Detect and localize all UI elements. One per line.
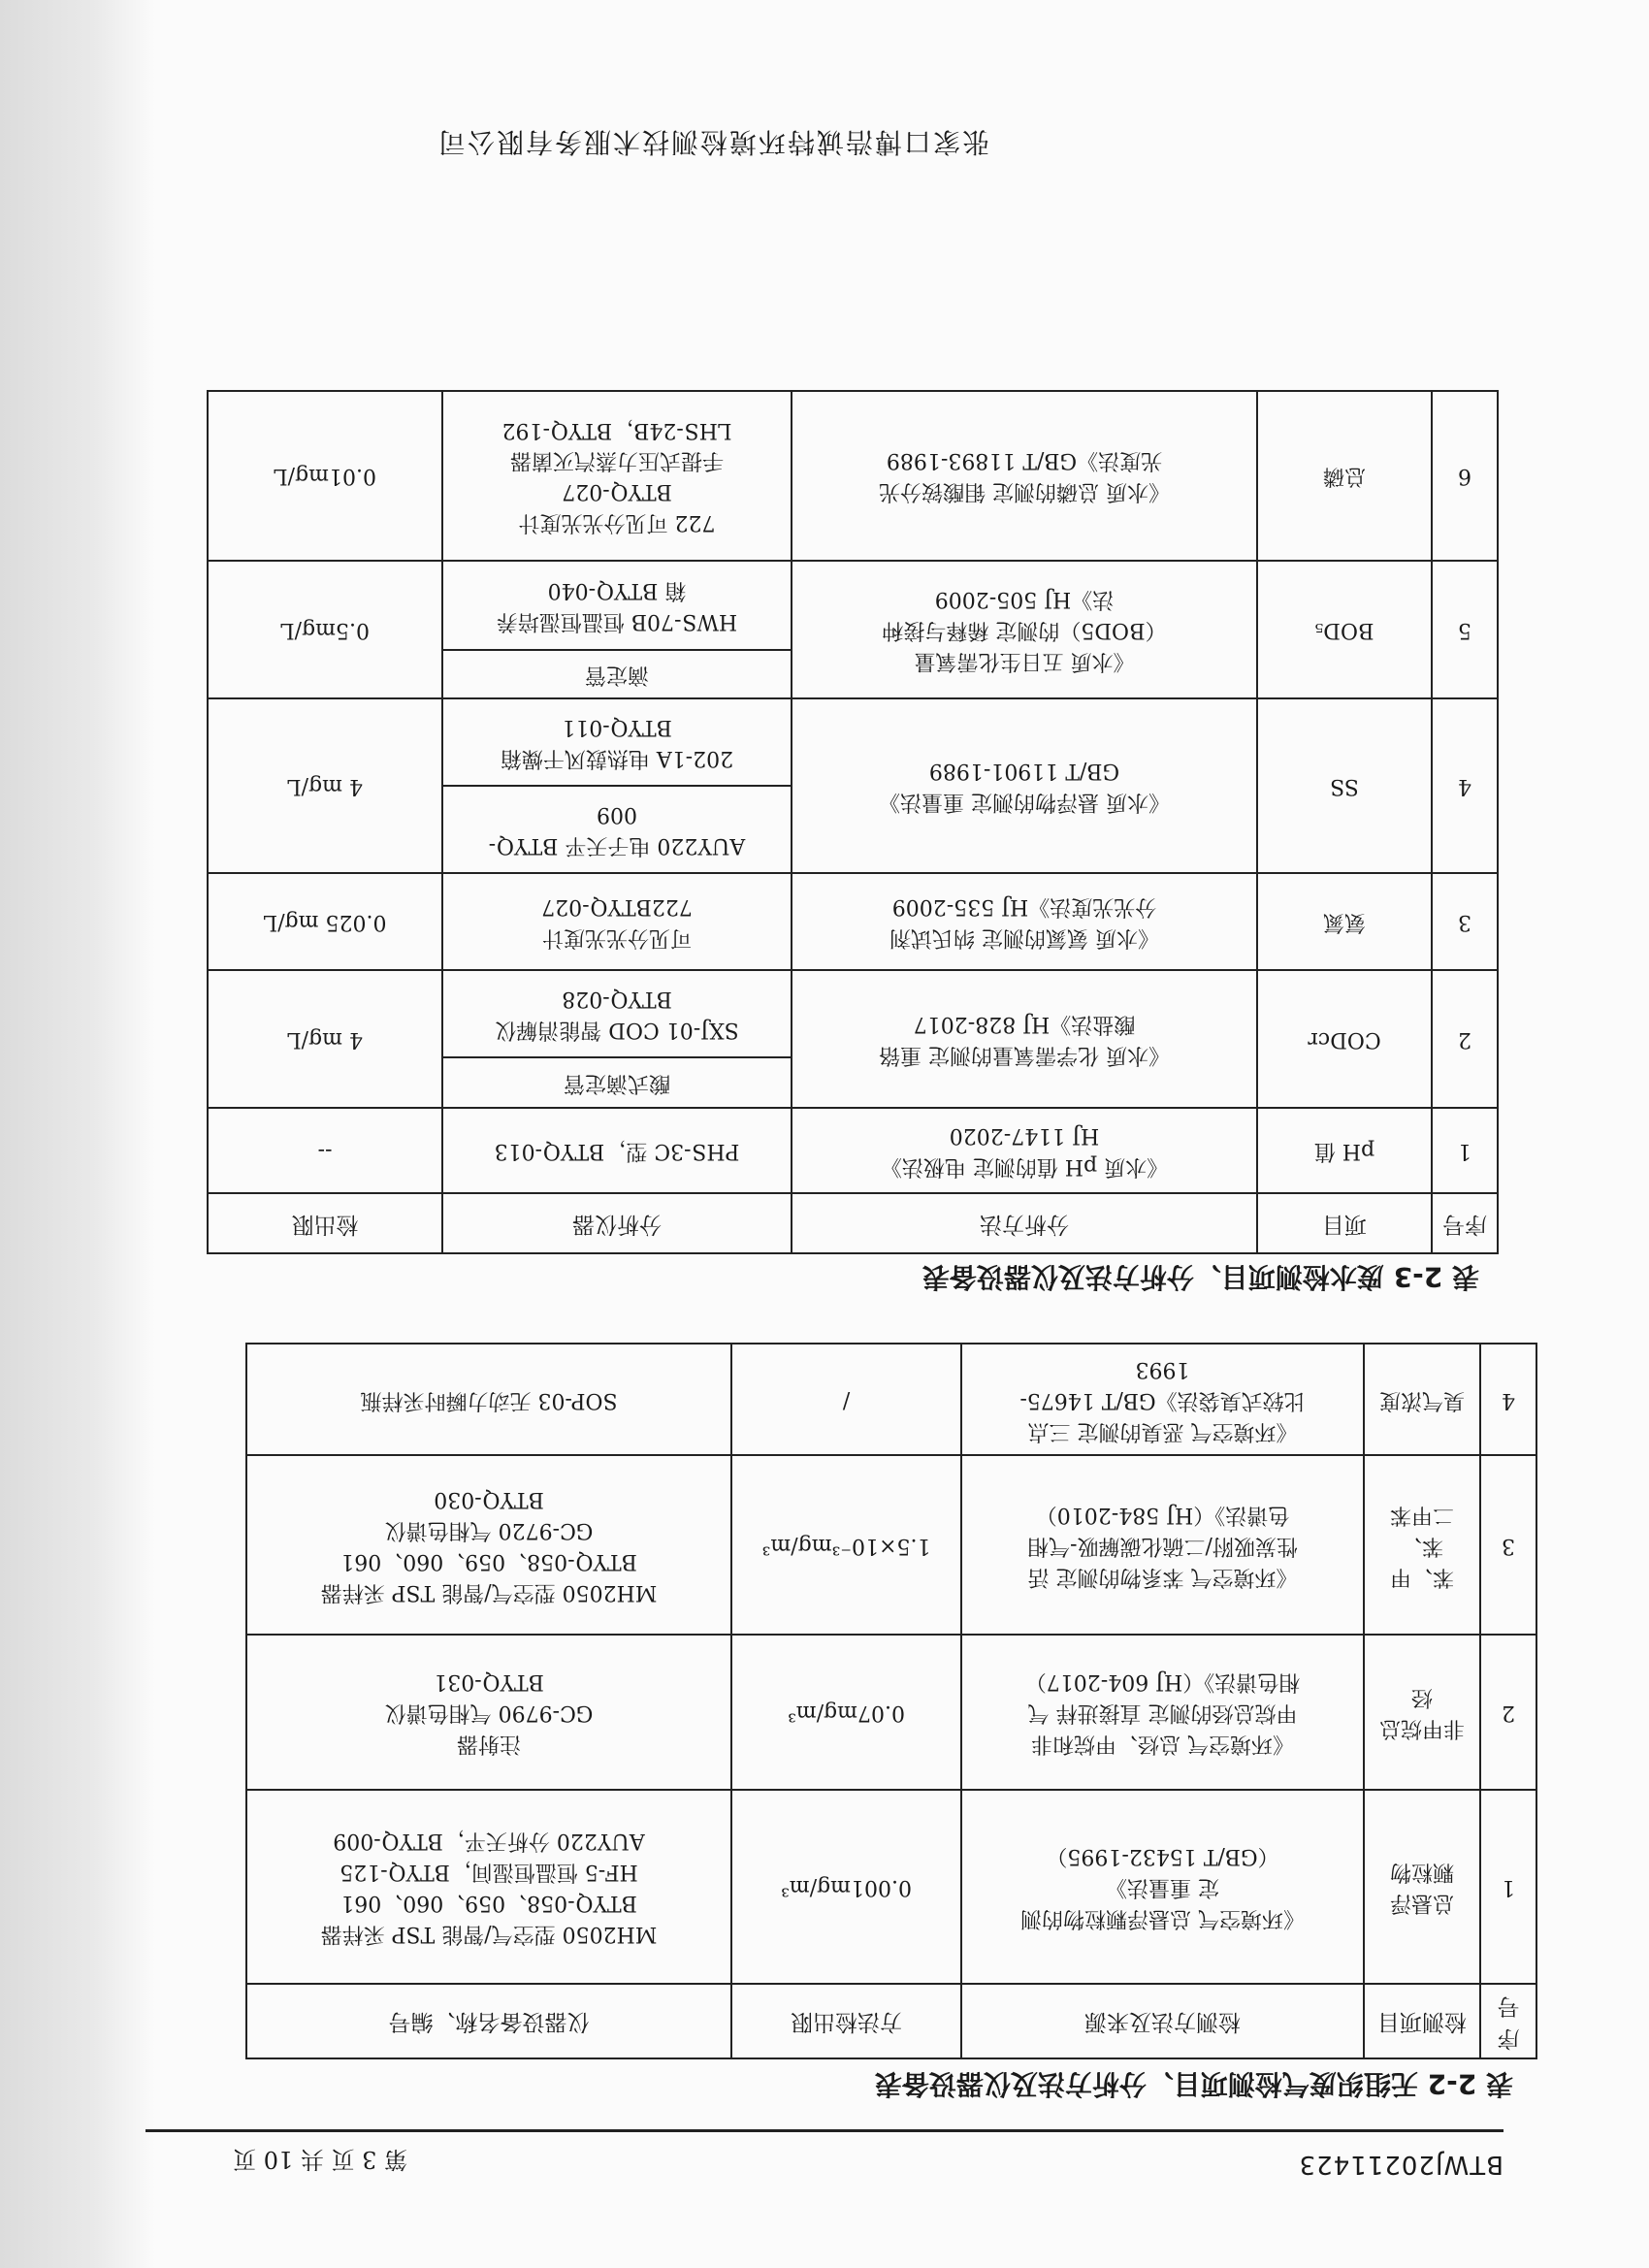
column-header: 检出限 — [208, 1193, 442, 1253]
column-header: 分析仪器 — [442, 1193, 792, 1253]
column-header: 方法检出限 — [731, 1984, 961, 2058]
header-rule — [146, 2129, 1504, 2132]
cell-method: 《水质 五日生化需氧量 （BOD5）的测定 稀释与接种 法》HJ 505-2009 — [792, 561, 1257, 698]
cell-method: 《环境空气 恶臭的测定 三点 比较式臭袋法》GB/T 14675- 1993 — [961, 1344, 1364, 1455]
cell-no: 4 — [1480, 1344, 1536, 1455]
cell-limit: / — [731, 1344, 961, 1455]
cell-no: 5 — [1432, 561, 1498, 698]
cell-limit: 0.025 mg/L — [208, 873, 442, 970]
table-2-2-title: 表 2-2 无组织废气检测项目、分析方法及仪器设备表 — [874, 2068, 1513, 2100]
table-row — [208, 1057, 1498, 1108]
cell-limit: -- — [208, 1108, 442, 1193]
cell-limit: 0.001mg/m³ — [731, 1790, 961, 1984]
cell-item: 氨氮 — [1257, 873, 1432, 970]
table-row — [208, 391, 1498, 561]
page-info: 第 3 页 共 10 页 — [233, 2146, 407, 2173]
cell-limit: 0.01mg/L — [208, 391, 442, 561]
cell-no: 3 — [1480, 1455, 1536, 1635]
cell-method: 《水质 氨氮的测定 纳氏试剂 分光光度法》HJ 535-2009 — [792, 873, 1257, 970]
cell-instrument: 可见分光光度计 722BTYQ-027 — [442, 873, 792, 970]
cell-instrument: 722 可见分光光度计 BTYQ-027 手提式压力蒸汽灭菌器 LHS-24B，BTYQ-192 — [442, 391, 792, 561]
column-header: 检测方法及来源 — [961, 1984, 1364, 2058]
table-2-2-header-row — [246, 1984, 1536, 2058]
cell-item: 总悬浮 颗粒物 — [1364, 1790, 1480, 1984]
cell-no: 3 — [1432, 873, 1498, 970]
cell-item: SS — [1257, 698, 1432, 873]
scan-edge-shadow — [0, 0, 155, 2268]
column-header: 序号 — [1480, 1984, 1536, 2058]
cell-item: 总磷 — [1257, 391, 1432, 561]
cell-method: 《水质 悬浮物的测定 重量法》 GB/T 11901-1989 — [792, 698, 1257, 873]
table-row — [208, 873, 1498, 970]
cell-instrument: MH2050 型空气/智能 TSP 采样器 BTYQ-058、059、060、061 HF-5 恒温恒湿间，BTYQ-125 AUY220 分析天平，BTYQ-009 — [246, 1790, 731, 1984]
table-row — [246, 1455, 1536, 1635]
cell-instrument: SXJ-01 COD 智能消解仪 BTYQ-028 — [442, 970, 792, 1057]
cell-limit: 4 mg/L — [208, 698, 442, 873]
cell-instrument: 注射器 GC-9790 气相色谱仪 BTYQ-031 — [246, 1635, 731, 1790]
cell-method: 《环境空气 苯系物的测定 活 性炭吸附/二硫化碳解吸-气相 色谱法》（HJ 584-2010） — [961, 1455, 1364, 1635]
cell-instrument: HWS-70B 恒温恒湿培养 箱 BTYQ-040 — [442, 561, 792, 650]
column-header: 序号 — [1432, 1193, 1498, 1253]
cell-instrument: 酸式滴定管 — [442, 1057, 792, 1108]
cell-instrument: 滴定管 — [442, 650, 792, 698]
table-2-3-header-row — [208, 1193, 1498, 1253]
cell-method: 《环境空气 总悬浮颗粒物的测 定 重量法》 （GB/T 15432-1995） — [961, 1790, 1364, 1984]
cell-item: pH 值 — [1257, 1108, 1432, 1193]
cell-instrument: MH2050 型空气/智能 TSP 采样器 BTYQ-058、059、060、061 GC-9720 气相色谱仪 BTYQ-030 — [246, 1455, 731, 1635]
column-header: 分析方法 — [792, 1193, 1257, 1253]
cell-no: 6 — [1432, 391, 1498, 561]
cell-method: 《水质 化学需氧量的测定 重铬 酸盐法》HJ 828-2017 — [792, 970, 1257, 1108]
cell-no: 2 — [1432, 970, 1498, 1108]
table-row — [208, 786, 1498, 873]
cell-method: 《环境空气 总烃、甲烷和非 甲烷总烃的测定 直接进样 气 相色谱法》（HJ 604-2017） — [961, 1635, 1364, 1790]
cell-method: 《水质 总磷的测定 钼酸铵分光 光度法》GB/T 11893-1989 — [792, 391, 1257, 561]
table-row — [208, 650, 1498, 698]
cell-item: CODcr — [1257, 970, 1432, 1108]
cell-instrument: PHS-3C 型，BTYQ-013 — [442, 1108, 792, 1193]
column-header: 项目 — [1257, 1193, 1432, 1253]
cell-instrument: AUY220 电子天平 BTYQ- 009 — [442, 786, 792, 873]
cell-item: 臭气浓度 — [1364, 1344, 1480, 1455]
cell-no: 1 — [1480, 1790, 1536, 1984]
cell-no: 4 — [1432, 698, 1498, 873]
table-2-2 — [245, 1343, 1537, 2059]
table-row — [246, 1635, 1536, 1790]
column-header: 检测项目 — [1364, 1984, 1480, 2058]
cell-method: 《水质 pH 值的测定 电极法》 HJ 1147-2020 — [792, 1108, 1257, 1193]
cell-limit: 0.07mg/m³ — [731, 1635, 961, 1790]
table-row — [246, 1344, 1536, 1455]
table-2-3 — [207, 390, 1499, 1254]
cell-item: 非甲烷总烃 — [1364, 1635, 1480, 1790]
cell-no: 2 — [1480, 1635, 1536, 1790]
cell-item: BOD₅ — [1257, 561, 1432, 698]
cell-limit: 0.5mg/L — [208, 561, 442, 698]
column-header: 仪器设备名称、编号 — [246, 1984, 731, 2058]
cell-item: 苯、甲苯、 二甲苯 — [1364, 1455, 1480, 1635]
cell-limit: 1.5×10⁻³mg/m³ — [731, 1455, 961, 1635]
report-code: BTWJ20211423 — [1298, 2150, 1504, 2179]
cell-instrument: 202-1A 电热鼓风干燥箱 BTYQ-011 — [442, 698, 792, 786]
cell-instrument: SOP-03 无动力瞬时采样瓶 — [246, 1344, 731, 1455]
table-row — [208, 1108, 1498, 1193]
cell-limit: 4 mg/L — [208, 970, 442, 1108]
table-row — [246, 1790, 1536, 1984]
table-2-3-title: 表 2-3 废水检测项目、分析方法及仪器设备表 — [922, 1261, 1479, 1293]
cell-no: 1 — [1432, 1108, 1498, 1193]
company-name: 张家口博浩诚特环境检测技术服务有限公司 — [436, 126, 989, 158]
